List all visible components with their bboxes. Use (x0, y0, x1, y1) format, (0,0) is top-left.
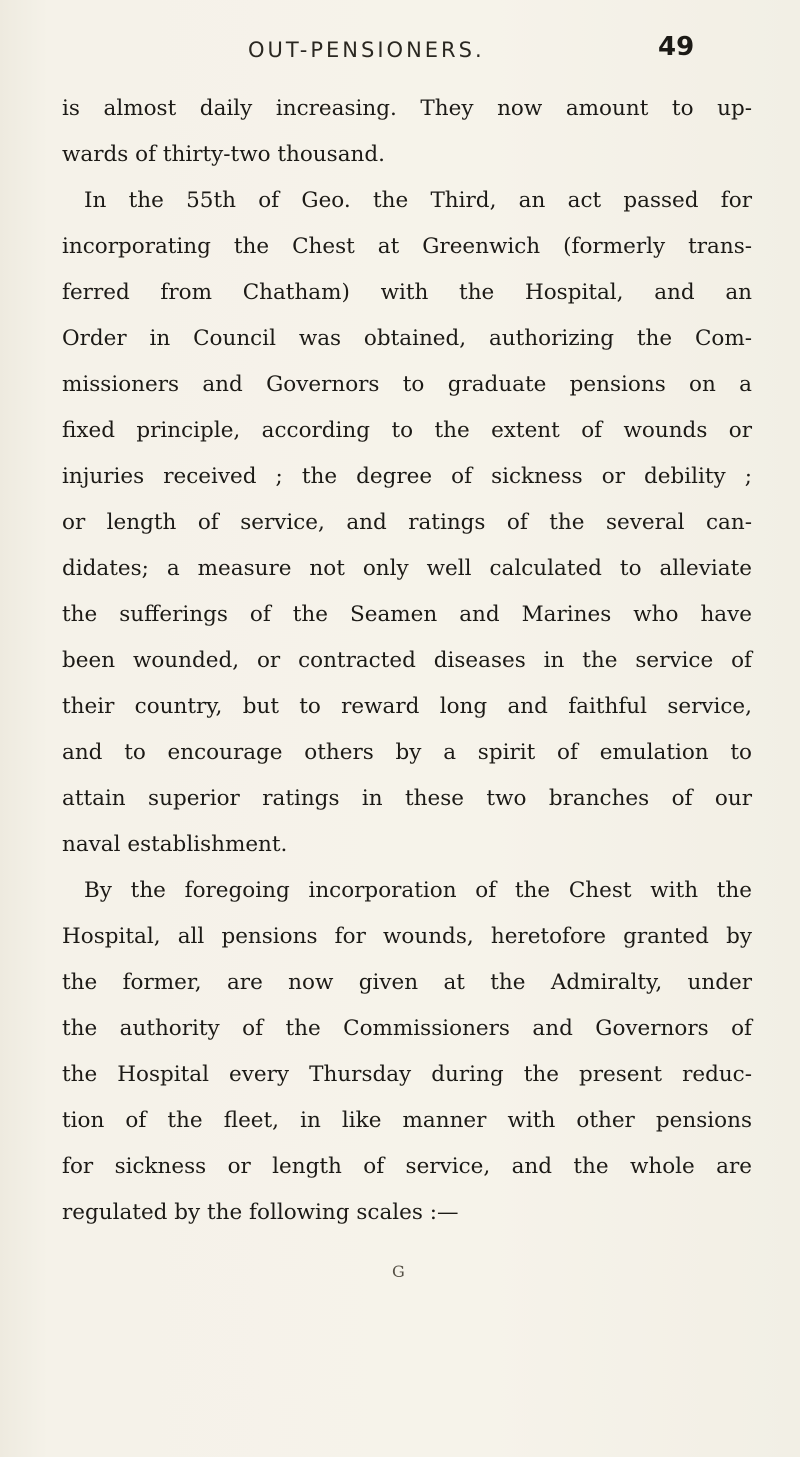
text-line: for sickness or length of service, and the whole are (62, 1154, 752, 1179)
body-text (62, 86, 752, 1236)
text-line: is almost daily increasing. They now amount to up- (62, 96, 752, 121)
text-line: been wounded, or contracted diseases in the service of (62, 648, 752, 673)
running-head: OUT-PENSIONERS. (248, 38, 485, 62)
text-line: fixed principle, according to the extent of wounds or (62, 418, 752, 443)
signature-mark: G (392, 1262, 405, 1281)
text-line: their country, but to reward long and faithful service, (62, 694, 752, 719)
text-line: the former, are now given at the Admiralty, under (62, 970, 752, 995)
page-number: 49 (658, 32, 695, 62)
text-line: regulated by the following scales :— (62, 1200, 459, 1225)
text-line: incorporating the Chest at Greenwich (formerly trans- (62, 234, 752, 259)
text-line: and to encourage others by a spirit of emulation to (62, 740, 752, 765)
text-line: By the foregoing incorporation of the Chest with the (84, 878, 752, 903)
text-line: wards of thirty-two thousand. (62, 142, 385, 167)
text-line: the Hospital every Thursday during the present reduc- (62, 1062, 752, 1087)
text-line: tion of the fleet, in like manner with other pensions (62, 1108, 752, 1133)
text-line: naval establishment. (62, 832, 288, 857)
text-line: Order in Council was obtained, authorizing the Com- (62, 326, 752, 351)
text-line: Hospital, all pensions for wounds, heretofore granted by (62, 924, 752, 949)
text-line: injuries received ; the degree of sickness or debility ; (62, 464, 752, 489)
text-line: the authority of the Commissioners and Governors of (62, 1016, 752, 1041)
text-line: didates; a measure not only well calculated to alleviate (62, 556, 752, 581)
text-line: ferred from Chatham) with the Hospital, and an (62, 280, 752, 305)
text-line: the sufferings of the Seamen and Marines who have (62, 602, 752, 627)
text-line: or length of service, and ratings of the several can- (62, 510, 752, 535)
text-line: attain superior ratings in these two branches of our (62, 786, 752, 811)
text-line: In the 55th of Geo. the Third, an act passed for (84, 188, 752, 213)
text-line: missioners and Governors to graduate pensions on a (62, 372, 752, 397)
